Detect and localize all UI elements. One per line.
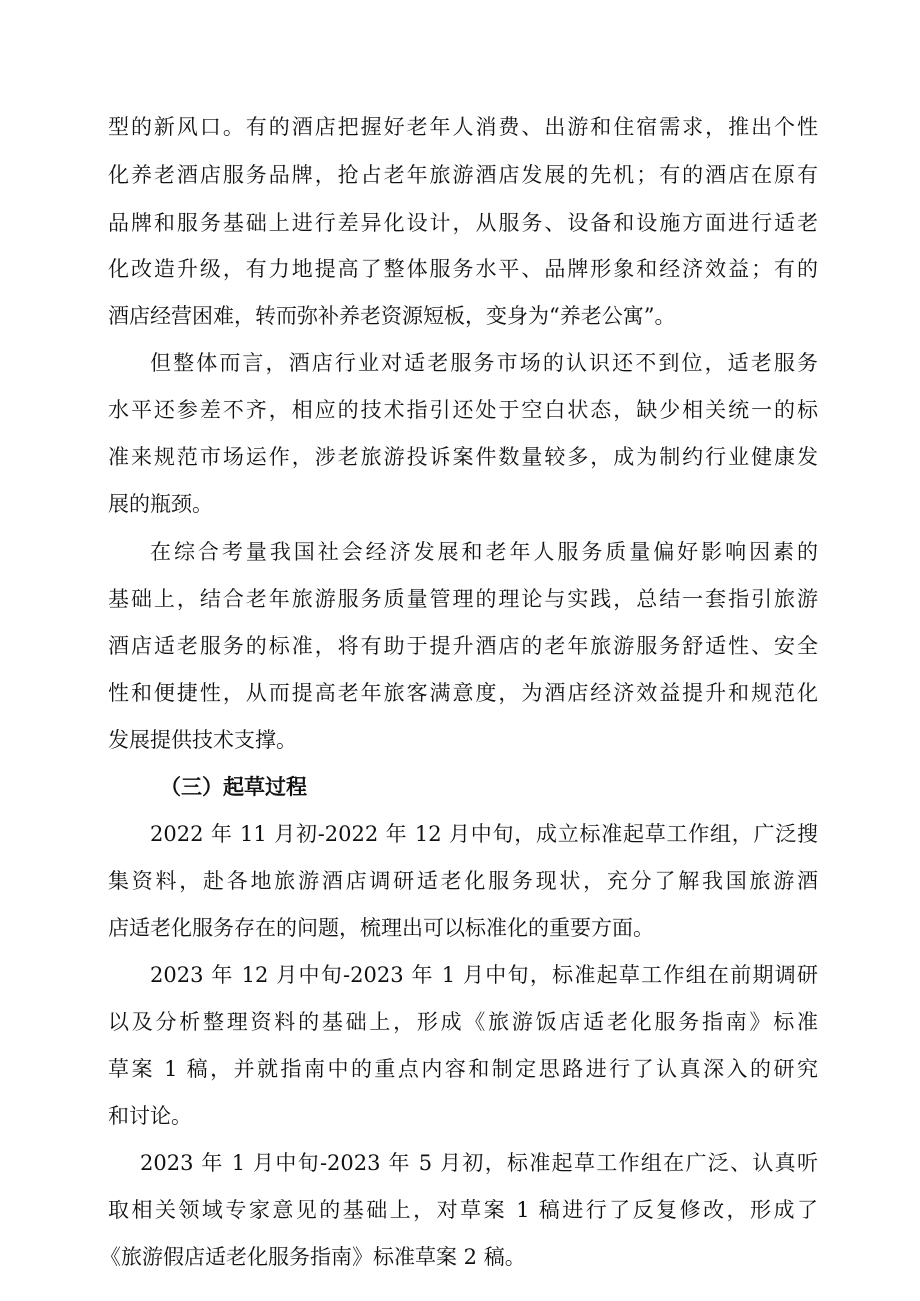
paragraph-2-line-1: 但整体而言，酒店行业对适老服务市场的认识还不到位，适老服务 — [150, 351, 818, 375]
drafting-paragraph-2-line-1: 2023 年 12 月中旬-2023 年 1 月中旬，标准起草工作组在前期调研 — [150, 963, 818, 987]
drafting-paragraph-2-line-2: 以及分析整理资料的基础上，形成《旅游饭店适老化服务指南》标准 — [108, 1010, 818, 1034]
paragraph-3-line-3: 酒店适老服务的标准，将有助于提升酒店的老年旅游服务舒适性、安全 — [108, 634, 818, 658]
paragraph-3-line-1: 在综合考量我国社会经济发展和老年人服务质量偏好影响因素的 — [150, 540, 818, 564]
drafting-paragraph-3-line-3: 《旅游假店适老化服务指南》标准草案 2 稿。 — [100, 1245, 526, 1269]
paragraph-1-line-3: 品牌和服务基础上进行差异化设计，从服务、设备和设施方面进行适老 — [108, 211, 818, 235]
paragraph-1-line-1: 型的新风口。有的酒店把握好老年人消费、出游和住宿需求，推出个性 — [108, 115, 818, 139]
paragraph-2-line-4: 展的瓶颈。 — [108, 492, 213, 516]
paragraph-3-line-5: 发展提供技术支撑。 — [108, 728, 297, 752]
paragraph-2-line-3: 准来规范市场运作，涉老旅游投诉案件数量较多，成为制约行业健康发 — [108, 445, 818, 469]
paragraph-3-line-4: 性和便捷性，从而提高老年旅客满意度，为酒店经济效益提升和规范化 — [108, 681, 818, 705]
drafting-paragraph-2-line-4: 和讨论。 — [108, 1104, 192, 1128]
paragraph-1-line-2: 化养老酒店服务品牌，抢占老年旅游酒店发展的先机；有的酒店在原有 — [108, 163, 818, 187]
drafting-paragraph-3-line-2: 取相关领域专家意见的基础上，对草案 1 稿进行了反复修改，形成了 — [108, 1198, 818, 1222]
drafting-paragraph-2-line-3: 草案 1 稿，并就指南中的重点内容和制定思路进行了认真深入的研究 — [108, 1057, 818, 1081]
paragraph-1-line-5: 酒店经营困难，转而弥补养老资源短板，变身为“养老公寓”。 — [108, 304, 676, 328]
drafting-paragraph-1-line-2: 集资料，赴各地旅游酒店调研适老化服务现状，充分了解我国旅游酒 — [108, 869, 818, 893]
drafting-paragraph-3-line-1: 2023 年 1 月中旬-2023 年 5 月初，标准起草工作组在广泛、认真听 — [140, 1151, 818, 1175]
drafting-paragraph-1-line-3: 店适老化服务存在的问题，梳理出可以标准化的重要方面。 — [108, 916, 654, 940]
paragraph-1-line-4: 化改造升级，有力地提高了整体服务水平、品牌形象和经济效益；有的 — [108, 257, 818, 281]
drafting-paragraph-1-line-1: 2022 年 11 月初-2022 年 12 月中旬，成立标准起草工作组，广泛搜 — [150, 822, 818, 846]
section-heading: （三）起草过程 — [160, 775, 307, 799]
paragraph-3-line-2: 基础上，结合老年旅游服务质量管理的理论与实践，总结一套指引旅游 — [108, 587, 818, 611]
paragraph-2-line-2: 水平还参差不齐，相应的技术指引还处于空白状态，缺少相关统一的标 — [108, 398, 818, 422]
